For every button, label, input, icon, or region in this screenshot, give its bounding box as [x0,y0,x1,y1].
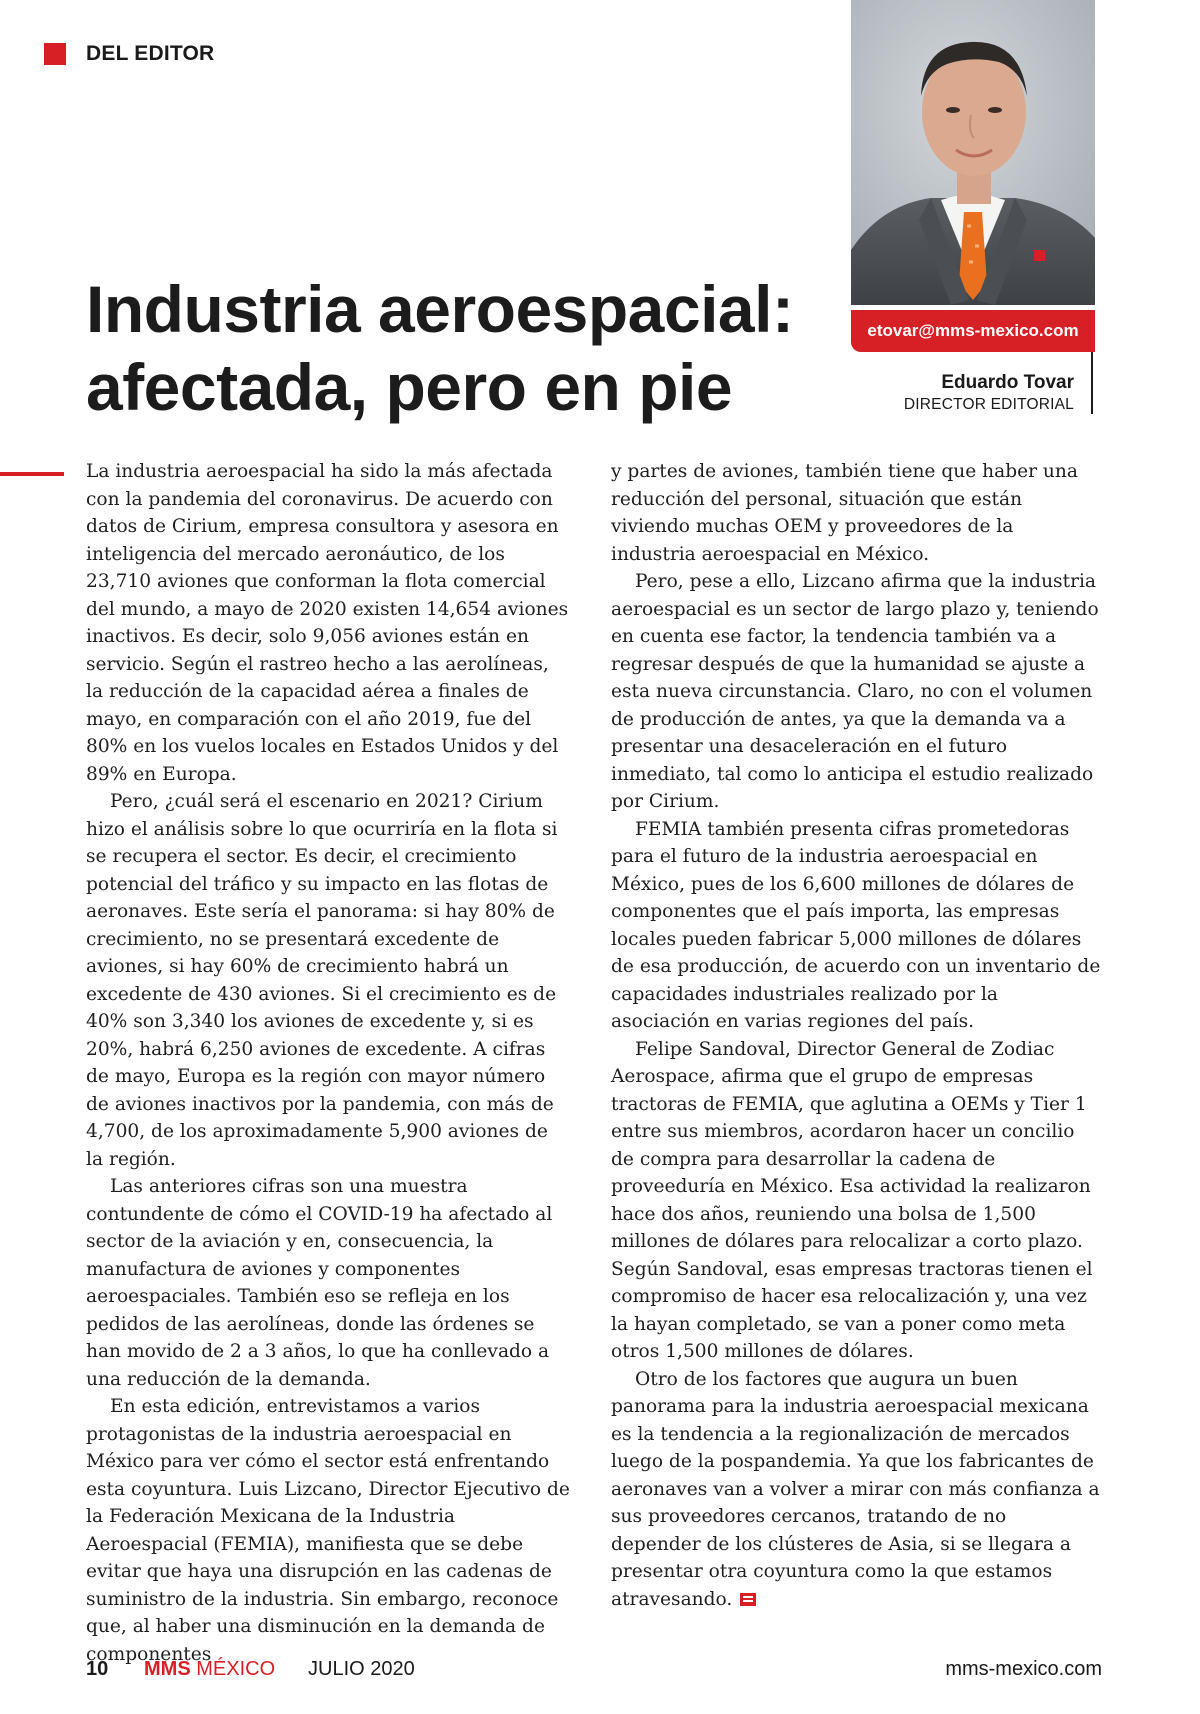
author-photo [851,0,1095,305]
final-paragraph-text: Otro de los factores que augura un buen panorama para la industria aeroespacial mexicana es la tendencia a la regionalización de mercados luego de la pospandemia. Ya que los fabricantes de aeronaves van a volver a mirar con más confianza a sus proveedores cercanos, tratando de no depender de los clústeres de Asia, si se llegara a presentar otra coyuntura como la que estamos atravesando. [611,1368,1100,1610]
article-column-left [86,458,570,1668]
brand-mexico: MÉXICO [196,1658,276,1680]
paragraph: La industria aeroespacial ha sido la más afectada con la pandemia del coronavirus. De acuerdo con datos de Cirium, empresa consultora y asesora en inteligencia del mercado aeronáutico, de los 23,710 aviones que conforman la flota comercial del mundo, a mayo de 2020 existen 14,654 aviones inactivos. Es decir, solo 9,056 aviones están en servicio. Según el rastreo hecho a las aerolíneas, la reducción de la capacidad aérea a finales de mayo, en comparación con el año 2019, fue del 80% en los vuelos locales en Estados Unidos y del 89% en Europa. [86,461,569,785]
paragraph: FEMIA también presenta cifras prometedoras para el futuro de la industria aeroespacial en México, pues de los 6,600 millones de dólares de componentes que el país importa, las empresas locales pueden fabricar 5,000 millones de dólares de esa producción, de acuerdo con un inventario de capacidades industriales realizado por la asociación en varias regiones del país. [611,818,1101,1032]
author-photo-box [851,0,1095,305]
paragraph: Pero, pese a ello, Lizcano afirma que la industria aeroespacial es un sector de largo plazo y, teniendo en cuenta ese factor, la tendencia también va a regresar después de que la humanidad se ajuste a esta nueva circunstancia. Claro, no con el volumen de producción de antes, ya que la demanda va a presentar una desaceleración en el futuro inmediato, tal como lo anticipa el estudio realizado por Cirium. [611,571,1099,812]
page-footer [86,1658,1102,1684]
red-accent-rule [0,472,64,476]
headline-line-2: afectada, pero en pie [86,350,733,424]
headline-line-1: Industria aeroespacial: [86,272,794,346]
section-tag [44,42,214,66]
red-square-icon [44,43,66,65]
article-headline [86,270,793,426]
final-paragraph [611,1366,1101,1614]
paragraph: Las anteriores cifras son una muestra contundente de cómo el COVID-19 ha afectado al sector de la aviación y en, consecuencia, la manufactura de aviones y componentes aeroespaciales. También eso se refleja en los pedidos de las aerolíneas, donde las órdenes se han movido de 2 a 3 años, lo que ha conllevado a una reducción de la demanda. [86,1176,553,1390]
magazine-brand [144,1658,275,1681]
paragraph: Felipe Sandoval, Director General de Zodiac Aerospace, afirma que el grupo de empresas tractoras de FEMIA, que aglutina a OEMs y Tier 1 entre sus miembros, acordaron hacer un concilio de compra para desarrollar la cadena de proveeduría en México. Esa actividad la realizaron hace dos años, reuniendo una bolsa de 1,500 millones de dólares para relocalizar a corto plazo. Según Sandoval, esas empresas tractoras tienen el compromiso de hacer esa relocalización y, una vez la hayan completado, se van a poner como meta otros 1,500 millones de dólares. [611,1038,1093,1362]
document-end-icon [740,1593,756,1606]
paragraph: Pero, ¿cuál será el escenario en 2021? Cirium hizo el análisis sobre lo que ocurriría en la flota si se recupera el sector. Es decir, el crecimiento potencial del tráfico y su impacto en las flotas de aeronaves. Este sería el panorama: si hay 80% de crecimiento, no se presentará excedente de aviones, si hay 60% de crecimiento habrá un excedente de 430 aviones. Si el crecimiento es de 40% son 3,340 los aviones de excedente y, si es 20%, habrá 6,250 aviones de excedente. A cifras de mayo, Europa es la región con mayor número de aviones inactivos por la pandemia, con más de 4,700, de los aproximadamente 5,900 aviones de la región. [86,791,558,1170]
author-email[interactable]: etovar@mms-mexico.com [867,321,1079,340]
author-divider [1091,352,1093,414]
section-label: DEL EDITOR [86,42,215,65]
author-role: DIRECTOR EDITORIAL [903,396,1074,413]
author-email-bar[interactable] [851,310,1095,352]
website-link[interactable]: mms-mexico.com [945,1658,1102,1680]
paragraph: En esta edición, entrevistamos a varios protagonistas de la industria aeroespacial en México para ver cómo el sector está enfrentando esta coyuntura. Luis Lizcano, Director Ejecutivo de la Federación Mexicana de la Industria Aeroespacial (FEMIA), manifiesta que se debe evitar que haya una disrupción en las cadenas de suministro de la industria. Sin embargo, reconoce que, al haber una disminución en la demanda de componentes [86,1396,570,1665]
page-number: 10 [86,1658,109,1680]
author-portrait-illustration [851,0,1095,305]
paragraph: y partes de aviones, también tiene que haber una reducción del personal, situación que están viviendo muchas OEM y proveedores de la industria aeroespacial en México. [611,461,1078,565]
author-name: Eduardo Tovar [941,372,1074,393]
article-column-right [611,458,1101,1613]
brand-mms: MMS [144,1658,191,1680]
issue-date: JULIO 2020 [308,1658,415,1680]
